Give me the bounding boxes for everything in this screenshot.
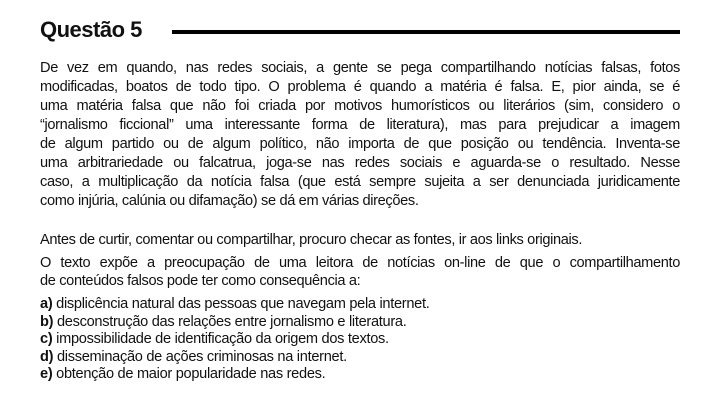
option-b[interactable]	[40, 314, 430, 332]
option-letter: c)	[40, 331, 53, 347]
text-line: O texto expõe a preocupação de uma leitora de notícias on-line de que o compartilhamento	[40, 255, 680, 271]
source-text	[40, 59, 680, 211]
text-line: modificadas, boatos de todo tipo. O problema é quando a matéria é falsa. E, pior ainda, se é	[40, 79, 680, 95]
option-letter: d)	[40, 348, 54, 365]
option-c[interactable]	[40, 331, 430, 349]
answer-options	[40, 296, 430, 384]
title-divider	[172, 30, 680, 34]
text-line: de conteúdos falsos pode ter como consequência a:	[40, 273, 361, 289]
option-e[interactable]	[40, 366, 430, 384]
text-line: De vez em quando, nas redes sociais, a gente se pega compartilhando notícias falsas, fotos	[40, 60, 680, 76]
question-title: Questão 5	[40, 17, 142, 42]
text-line: caso, a multiplicação da notícia falsa (que está sempre sujeita a ser denunciada juridicamente	[40, 174, 680, 190]
option-letter: a)	[40, 296, 53, 312]
option-text: impossibilidade de identificação da origem dos textos.	[56, 331, 389, 347]
option-text: desconstrução das relações entre jornalismo e literatura.	[56, 313, 407, 330]
question-stem	[40, 254, 680, 290]
text-line: como injúria, calúnia ou difamação) se dá em várias direções.	[40, 193, 419, 209]
text-line: “jornalismo ficcional” uma interessante forma de literatura), mas para prejudicar a imagem	[40, 117, 680, 133]
option-text: obtenção de maior popularidade nas redes.	[56, 366, 326, 382]
text-line: Antes de curtir, comentar ou compartilhar, procuro checar as fontes, ir aos links originais.	[40, 232, 583, 248]
option-text: disseminação de ações criminosas na internet.	[56, 348, 347, 365]
text-line: de algum partido ou de algum político, não importa de que posição ou tendência. Inventa-se	[40, 136, 680, 152]
text-line: uma matéria falsa que não foi criada por motivos humorísticos ou literários (sim, considero o	[40, 98, 680, 114]
text-line: uma arbitrariedade ou falcatrua, joga-se nas redes sociais e aguarda-se o resultado. Nesse	[40, 155, 680, 171]
option-a[interactable]	[40, 296, 430, 314]
option-letter: b)	[40, 313, 54, 330]
option-letter: e)	[40, 366, 53, 382]
source-text-closing	[40, 231, 680, 250]
option-text: displicência natural das pessoas que navegam pela internet.	[56, 296, 430, 312]
option-d[interactable]	[40, 349, 430, 367]
